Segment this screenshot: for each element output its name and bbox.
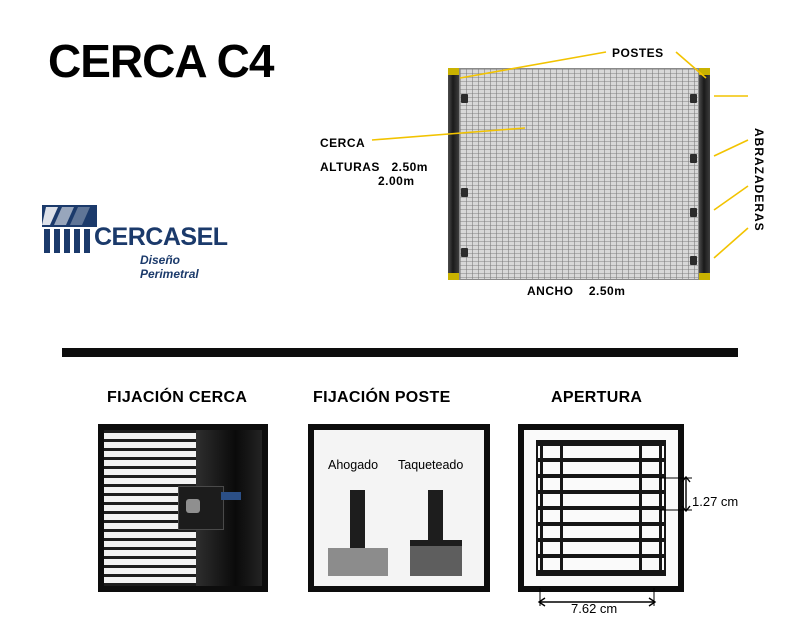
grid-vertical-wire bbox=[540, 442, 543, 574]
base-taqueteado-graphic bbox=[410, 546, 462, 576]
fence-post-right bbox=[699, 68, 710, 280]
bolt-icon bbox=[186, 499, 200, 513]
panel-apertura bbox=[518, 424, 684, 592]
base-ahogado-graphic bbox=[328, 548, 388, 576]
brand-name: CERCASEL bbox=[94, 223, 228, 251]
clamp bbox=[690, 208, 697, 217]
fence-logo-icon bbox=[42, 205, 97, 253]
post-taqueteado-graphic bbox=[428, 490, 443, 542]
panel-fijacion-poste bbox=[308, 424, 490, 592]
panel-title-apertura: APERTURA bbox=[551, 389, 643, 406]
dimension-vertical-label: 1.27 cm bbox=[692, 494, 739, 509]
altura-value-1: 2.50m bbox=[391, 160, 428, 174]
post-cap-bottom-left bbox=[448, 273, 459, 280]
dimension-horizontal-label: 7.62 cm bbox=[571, 601, 618, 616]
section-divider bbox=[62, 348, 738, 357]
label-ancho bbox=[527, 284, 625, 298]
altura-value-2: 2.00m bbox=[378, 174, 415, 188]
panel-fijacion-cerca bbox=[98, 424, 268, 592]
label-ahogado: Ahogado bbox=[328, 458, 379, 472]
brand-tagline: Diseño Perimetral bbox=[140, 253, 199, 281]
label-ancho-text: ANCHO bbox=[527, 284, 574, 298]
page-title: CERCA C4 bbox=[48, 35, 274, 87]
clamp bbox=[461, 248, 468, 257]
post-cap-top-right bbox=[699, 68, 710, 75]
clamp bbox=[461, 188, 468, 197]
bracket bbox=[178, 486, 224, 530]
post-cap-bottom-right bbox=[699, 273, 710, 280]
clamp-tab bbox=[221, 492, 241, 500]
panel-title-fijacion-poste: FIJACIÓN POSTE bbox=[313, 389, 451, 406]
ancho-value: 2.50m bbox=[588, 284, 626, 298]
brand-logo bbox=[42, 205, 242, 280]
grid-vertical-wire bbox=[639, 442, 642, 574]
clamp bbox=[690, 154, 697, 163]
post-cap-top-left bbox=[448, 68, 459, 75]
label-postes: POSTES bbox=[612, 46, 664, 60]
label-alturas bbox=[320, 160, 428, 188]
apertura-grid bbox=[536, 440, 666, 576]
panel-title-fijacion-cerca: FIJACIÓN CERCA bbox=[107, 389, 248, 406]
grid-vertical-wire bbox=[659, 442, 662, 574]
clamp bbox=[461, 94, 468, 103]
label-abrazaderas: ABRAZADERAS bbox=[752, 128, 766, 232]
fence-mesh bbox=[459, 68, 699, 280]
label-cerca: CERCA bbox=[320, 136, 366, 150]
clamp bbox=[690, 256, 697, 265]
clamp bbox=[690, 94, 697, 103]
grid-vertical-wire bbox=[560, 442, 563, 574]
label-alturas-text: ALTURAS bbox=[320, 160, 380, 174]
fence-post-left bbox=[448, 68, 459, 280]
fence-illustration bbox=[448, 68, 710, 280]
post-ahogado-graphic bbox=[350, 490, 365, 552]
label-taqueteado: Taqueteado bbox=[398, 458, 464, 472]
